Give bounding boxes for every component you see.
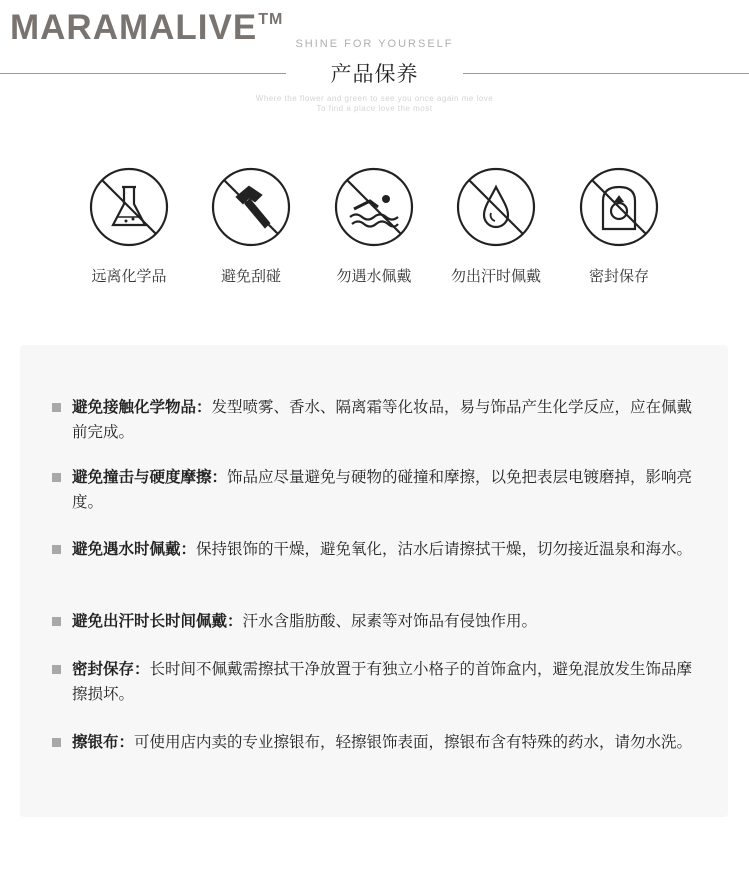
care-item-text: [72, 730, 702, 755]
care-icon-item: [191, 167, 311, 286]
subtitle: [0, 94, 749, 114]
care-item-title: 密封保存：: [72, 660, 150, 678]
care-icon-label: 避免刮碰: [220, 267, 281, 285]
care-item-title: 避免遇水时佩戴：: [72, 540, 197, 558]
care-icons-row: [0, 167, 749, 297]
bullet-square: [52, 665, 61, 674]
drop-icon: [456, 167, 536, 247]
care-icon-label: 密封保存: [588, 267, 649, 285]
page-title: 产品保养: [330, 62, 419, 86]
care-icon-item: [69, 167, 189, 286]
flask-icon: [89, 167, 169, 247]
care-item-body: 汗水含脂肪酸、尿素等对饰品有侵蚀作用。: [242, 612, 538, 630]
hammer-icon: [211, 167, 291, 247]
care-item: [52, 537, 702, 562]
care-icon-label: 远离化学品: [91, 267, 167, 285]
care-item-body: 发型喷雾、香水、隔离霜等化妆品，易与饰品产生化学反应，应在佩戴前完成。: [72, 398, 693, 441]
brand-name: MARAMALIVE: [10, 8, 258, 47]
care-icon-item: [559, 167, 679, 286]
care-item-text: [72, 537, 702, 562]
care-item: [52, 730, 702, 755]
care-item-title: 避免出汗时长时间佩戴：: [72, 612, 243, 630]
bullet-square: [52, 473, 61, 482]
care-item-text: [72, 609, 702, 634]
bullet-square: [52, 738, 61, 747]
care-icon-label: 勿遇水佩戴: [336, 267, 412, 285]
care-item-title: 擦银布：: [72, 733, 135, 751]
trademark-mark: TM: [258, 11, 284, 28]
care-icon-item: [436, 167, 556, 286]
bullet-square: [52, 403, 61, 412]
care-instructions-panel: [20, 345, 728, 817]
care-icon-item: [314, 167, 434, 286]
care-item-text: [72, 465, 702, 515]
care-item-text: [72, 657, 702, 707]
care-item-body: 可使用店内卖的专业擦银布，轻擦银饰表面，擦银布含有特殊的药水，请勿水洗。: [134, 733, 693, 751]
care-item: [52, 465, 702, 515]
swimmer-icon: [334, 167, 414, 247]
subtitle-line-1: Where the flower and green to see you once again me love: [255, 94, 494, 103]
care-item-body: 饰品应尽量避免与硬物的碰撞和摩擦，以免把表层电镀磨掉，影响亮度。: [72, 468, 693, 511]
care-item-text: [72, 395, 702, 445]
subtitle-line-2: To find a place love the most: [316, 104, 433, 113]
care-icon-label: 勿出汗时佩戴: [450, 267, 541, 285]
care-item-title: 避免接触化学物品：: [72, 398, 212, 416]
care-item-title: 避免撞击与硬度摩擦：: [72, 468, 228, 486]
bullet-square: [52, 617, 61, 626]
care-item: [52, 609, 702, 634]
tagline: SHINE FOR YOURSELF: [295, 38, 454, 50]
ring-box-icon: [579, 167, 659, 247]
care-item-body: 保持银饰的干燥，避免氧化，沽水后请擦拭干燥，切勿接近温泉和海水。: [196, 540, 693, 558]
care-item-body: 长时间不佩戴需擦拭干净放置于有独立小格子的首饰盒内，避免混放发生饰品摩擦损坏。: [72, 660, 693, 703]
bullet-square: [52, 545, 61, 554]
care-item: [52, 657, 702, 707]
care-item: [52, 395, 702, 445]
